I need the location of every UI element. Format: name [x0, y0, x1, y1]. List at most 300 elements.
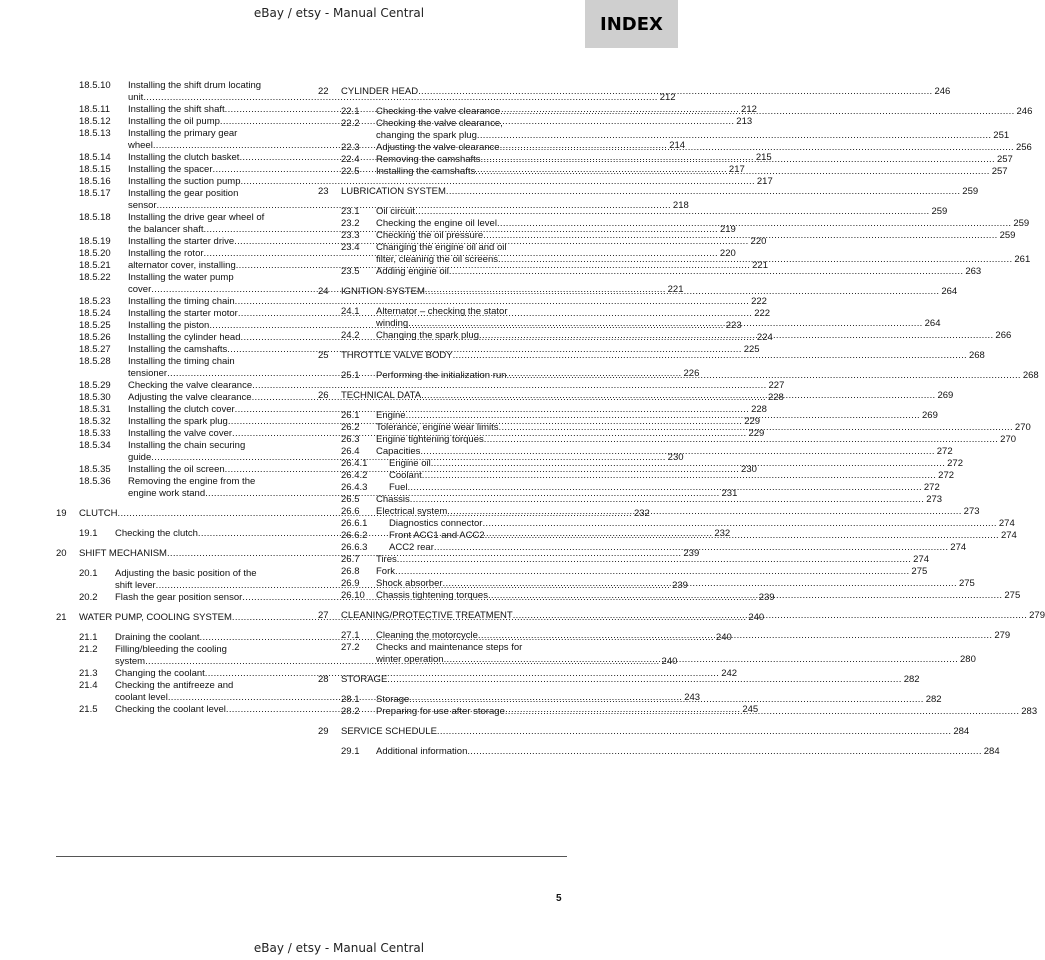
toc-entry-title: Storage: [376, 694, 410, 705]
toc-dot-leader: [431, 458, 945, 470]
toc-entry-title: tensioner: [128, 368, 168, 379]
toc-section-entry[interactable]: [318, 554, 930, 566]
toc-entry-title: Installing the shift drum locating: [128, 80, 262, 91]
toc-page-number: 246: [934, 86, 951, 97]
toc-page-number: 240: [715, 632, 732, 643]
toc-entry-title: engine work stand: [128, 488, 206, 499]
toc-page-number: 257: [996, 154, 1013, 165]
toc-entry-number: 18.5.15: [79, 164, 111, 175]
toc-entry-title: ACC2 rear: [389, 542, 434, 553]
toc-entry-title: Fuel: [389, 482, 408, 493]
toc-dot-leader: [387, 674, 901, 686]
toc-dot-leader: [505, 706, 1019, 718]
toc-entry-number: 18.5.28: [79, 356, 111, 367]
toc-section-entry[interactable]: [318, 518, 1015, 530]
toc-entry-number: 26: [318, 390, 329, 401]
toc-entry-title: Chassis tightening torques: [376, 590, 488, 601]
toc-entry-number: 26.8: [341, 566, 360, 577]
toc-page-number: 257: [991, 166, 1008, 177]
toc-entry-title: Tires: [376, 554, 397, 565]
toc-page-number: 215: [755, 152, 772, 163]
toc-entry-number: 21.4: [79, 680, 98, 691]
toc-page-number: 228: [751, 404, 767, 415]
toc-section-entry[interactable]: [56, 296, 767, 308]
toc-entry-title: Tolerance, engine wear limits: [376, 422, 499, 433]
toc-entry-number: 26.6.1: [341, 518, 368, 529]
toc-entry-number: 26.4.1: [341, 458, 368, 469]
toc-entry-number: 18.5.22: [79, 272, 111, 283]
toc-entry-number: 18.5.24: [79, 308, 111, 319]
toc-entry-title: Filling/bleeding the cooling: [115, 644, 227, 655]
toc-entry-title: Checking the valve clearance,: [376, 118, 503, 129]
toc-entry-title: Adding engine oil: [376, 266, 449, 277]
footer-banner: eBay / etsy - Manual Central: [253, 941, 425, 955]
toc-page-number: 226: [683, 368, 700, 379]
toc-page-number: 219: [719, 224, 736, 235]
toc-entry-title: Removing the engine from the: [128, 476, 256, 487]
toc-entry-title: THROTTLE VALVE BODY: [341, 350, 453, 361]
toc-entry-number: 18.5.11: [79, 104, 110, 115]
toc-page-number: 275: [911, 566, 928, 577]
toc-dot-leader: [420, 446, 934, 458]
toc-entry-title: Alternator – checking the stator: [376, 306, 508, 317]
toc-entry-title: Coolant: [389, 470, 422, 481]
toc-entry-title: Installing the camshafts: [128, 344, 228, 355]
toc-page-number: 229: [744, 416, 761, 427]
toc-entry-number: 23.4: [341, 242, 360, 253]
toc-entry-number: 23.1: [341, 206, 360, 217]
toc-entry-number: 21.5: [79, 704, 98, 715]
toc-entry-title: LUBRICATION SYSTEM: [341, 186, 446, 197]
toc-entry-number: 26.5: [341, 494, 360, 505]
toc-dot-leader: [418, 86, 932, 98]
toc-entry-number: 22: [318, 86, 329, 97]
toc-chapter-entry[interactable]: [318, 720, 970, 746]
toc-entry-number: 29: [318, 726, 329, 737]
toc-entry-title: STORAGE: [341, 674, 388, 685]
toc-entry-title: the balancer shaft: [128, 224, 204, 235]
toc-page-number: 217: [756, 176, 773, 187]
toc-entry-title: Installing the camshafts: [376, 166, 476, 177]
toc-page-number: 282: [925, 694, 942, 705]
toc-dot-leader: [434, 542, 948, 554]
toc-entry-title: Engine tightening torques: [376, 434, 484, 445]
toc-page-number: 268: [968, 350, 985, 361]
toc-entry-number: 21.2: [79, 644, 98, 655]
toc-entry-title: winding: [376, 318, 409, 329]
toc-page-number: 274: [998, 518, 1015, 529]
toc-entry-number: 22.3: [341, 142, 360, 153]
toc-entry-title: WATER PUMP, COOLING SYSTEM: [79, 612, 232, 623]
toc-entry-number: 29.1: [341, 746, 360, 757]
toc-entry-title: Flash the gear position sensor: [115, 592, 243, 603]
toc-dot-leader: [415, 206, 929, 218]
toc-page-number: 261: [1014, 254, 1031, 265]
toc-entry-title: Adjusting the basic position of the: [115, 568, 257, 579]
toc-entry-number: 20.1: [79, 568, 98, 579]
toc-page-number: 259: [962, 186, 979, 197]
toc-entry-title: wheel: [128, 140, 153, 151]
toc-entry-title: Engine oil: [389, 458, 431, 469]
toc-page-number: 212: [659, 92, 676, 103]
toc-entry-title: Installing the oil screen: [128, 464, 225, 475]
toc-page-number: 232: [633, 508, 650, 519]
toc-page-number: 272: [947, 458, 963, 469]
toc-entry-number: 27.1: [341, 630, 360, 641]
toc-entry-number: 26.7: [341, 554, 360, 565]
toc-entry-title: unit: [128, 92, 144, 103]
toc-page-number: 263: [965, 266, 982, 277]
toc-entry-title: Oil circuit: [376, 206, 416, 217]
toc-entry-number: 18.5.23: [79, 296, 111, 307]
toc-entry-number: 18.5.26: [79, 332, 111, 343]
toc-entry-title: Removing the camshafts: [376, 154, 481, 165]
toc-entry-title: CLUTCH: [79, 508, 118, 519]
toc-entry-title: winter operation: [376, 654, 444, 665]
toc-section-entry[interactable]: [56, 176, 773, 188]
toc-page-number: 239: [672, 580, 688, 591]
toc-entry-title: Additional information: [376, 746, 468, 757]
toc-dot-leader: [407, 482, 921, 494]
toc-entry-number: 18.5.30: [79, 392, 111, 403]
toc-entry-number: 26.1: [341, 410, 360, 421]
toc-entry-title: guide: [128, 452, 152, 463]
toc-dot-leader: [481, 154, 995, 166]
toc-entry-title: coolant level: [115, 692, 168, 703]
toc-entry-number: 19: [56, 508, 67, 519]
toc-dot-leader: [467, 746, 981, 758]
toc-page-number: 283: [1021, 706, 1038, 717]
toc-page-number: 266: [995, 330, 1012, 341]
toc-entry-number: 22.4: [341, 154, 360, 165]
toc-entry-title: Installing the rotor: [128, 248, 204, 259]
toc-dot-leader: [410, 494, 924, 506]
toc-page-number: 256: [1015, 142, 1032, 153]
footer-divider: [56, 856, 567, 857]
page-number: 5: [556, 893, 562, 904]
toc-entry-title: Installing the clutch basket: [128, 152, 240, 163]
toc-page-number: 259: [1013, 218, 1030, 229]
toc-entry-number: 18.5.29: [79, 380, 111, 391]
toc-entry-title: filter, cleaning the oil screens: [376, 254, 498, 265]
toc-page-number: 232: [714, 528, 731, 539]
toc-page-number: 272: [938, 470, 955, 481]
toc-entry-title: Installing the water pump: [128, 272, 234, 283]
toc-page-number: 282: [903, 674, 920, 685]
toc-entry-number: 21.1: [79, 632, 98, 643]
toc-page-number: 279: [994, 630, 1011, 641]
toc-dot-leader: [453, 350, 967, 362]
toc-entry-number: 20.2: [79, 592, 98, 603]
toc-entry-title: Installing the spacer: [128, 164, 213, 175]
toc-page-number: 284: [983, 746, 1000, 757]
toc-entry-number: 18.5.14: [79, 152, 111, 163]
toc-section-entry[interactable]: [56, 380, 785, 392]
toc-entry-title: sensor: [128, 200, 157, 211]
toc-dot-leader: [482, 518, 996, 530]
toc-page-number: 240: [661, 656, 678, 667]
toc-page-number: 230: [741, 464, 757, 475]
toc-entry-number: 21.3: [79, 668, 98, 679]
toc-entry-number: 26.6.3: [341, 542, 368, 553]
toc-dot-leader: [408, 318, 922, 330]
toc-dot-leader: [485, 530, 999, 542]
toc-entry-title: Checking the coolant level: [115, 704, 226, 715]
toc-entry-number: 24.1: [341, 306, 360, 317]
toc-page-number: 243: [684, 692, 701, 703]
toc-page-number: 240: [748, 612, 765, 623]
toc-dot-leader: [446, 186, 960, 198]
toc-page-number: 239: [758, 592, 775, 603]
toc-entry-title: Cleaning the motorcycle: [376, 630, 478, 641]
toc-page-number: 270: [1000, 434, 1017, 445]
toc-page-number: 242: [721, 668, 738, 679]
toc-page-number: 279: [1029, 610, 1045, 621]
toc-page-number: 274: [1000, 530, 1017, 541]
toc-entry-title: CLEANING/PROTECTIVE TREATMENT: [341, 610, 513, 621]
toc-entry-number: 18.5.33: [79, 428, 111, 439]
toc-entry-title: IGNITION SYSTEM: [341, 286, 425, 297]
toc-entry-title: Installing the valve cover: [128, 428, 233, 439]
toc-page-number: 231: [721, 488, 738, 499]
toc-entry-number: 18.5.31: [79, 404, 111, 415]
toc-entry-title: Installing the piston: [128, 320, 210, 331]
toc-section-entry[interactable]: [318, 470, 955, 482]
toc-entry-title: Capacities: [376, 446, 421, 457]
toc-page-number: 259: [931, 206, 948, 217]
toc-entry-number: 18.5.16: [79, 176, 111, 187]
toc-entry-number: 18.5.17: [79, 188, 111, 199]
toc-section-entry[interactable]: [318, 746, 1000, 758]
toc-entry-title: CYLINDER HEAD: [341, 86, 419, 97]
toc-entry-number: 26.4.2: [341, 470, 368, 481]
toc-section-entry[interactable]: [318, 566, 928, 578]
toc-entry-number: 18.5.25: [79, 320, 111, 331]
toc-entry-title: Checking the valve clearance: [128, 380, 253, 391]
toc-entry-number: 27.2: [341, 642, 360, 653]
toc-page-number: 272: [936, 446, 953, 457]
toc-entry-number: 21: [56, 612, 67, 623]
toc-entry-title: Adjusting the valve clearance: [128, 392, 252, 403]
toc-dot-leader: [500, 142, 1014, 154]
toc-page-number: 222: [754, 308, 771, 319]
toc-dot-leader: [513, 610, 1027, 622]
toc-entry-title: Installing the spark plug: [128, 416, 228, 427]
toc-dot-leader: [477, 130, 991, 142]
toc-entry-title: alternator cover, installing: [128, 260, 236, 271]
toc-page-number: 275: [958, 578, 975, 589]
toc-entry-number: 23.3: [341, 230, 360, 241]
toc-dot-leader: [499, 422, 1013, 434]
toc-page-number: 264: [941, 286, 958, 297]
toc-entry-title: Engine: [376, 410, 406, 421]
toc-entry-title: system: [115, 656, 146, 667]
toc-page-number: 229: [748, 428, 765, 439]
toc-entry-number: 19.1: [79, 528, 98, 539]
toc-entry-title: Installing the chain securing: [128, 440, 246, 451]
toc-entry-number: 25: [318, 350, 329, 361]
toc-entry-title: Installing the gear position: [128, 188, 239, 199]
toc-entry-title: Installing the oil pump: [128, 116, 220, 127]
toc-page-number: 246: [1016, 106, 1033, 117]
toc-page-number: 214: [669, 140, 686, 151]
toc-page-number: 223: [725, 320, 742, 331]
toc-entry-number: 18.5.10: [79, 80, 111, 91]
toc-entry-title: Checks and maintenance steps for: [376, 642, 523, 653]
toc-page-number: 227: [768, 380, 785, 391]
toc-entry-title: Checking the antifreeze and: [115, 680, 234, 691]
toc-entry-number: 18.5.13: [79, 128, 111, 139]
toc-page-number: 239: [683, 548, 700, 559]
toc-entry-title: SHIFT MECHANISM: [79, 548, 167, 559]
toc-page-number: 269: [937, 390, 954, 401]
toc-entry-title: Electrical system: [376, 506, 448, 517]
toc-entry-title: Changing the engine oil and oil: [376, 242, 507, 253]
toc-entry-number: 18.5.35: [79, 464, 111, 475]
toc-dot-leader: [500, 106, 1014, 118]
toc-entry-number: 18.5.21: [79, 260, 111, 271]
toc-entry-number: 26.4.3: [341, 482, 368, 493]
toc-entry-title: cover: [128, 284, 152, 295]
toc-entry-number: 18.5.34: [79, 440, 111, 451]
toc-section-entry[interactable]: [318, 494, 943, 506]
toc-entry-title: Installing the starter motor: [128, 308, 238, 319]
toc-entry-title: Adjusting the valve clearance: [376, 142, 500, 153]
toc-dot-leader: [443, 578, 957, 590]
toc-entry-title: Installing the starter drive: [128, 236, 235, 247]
toc-entry-number: 26.2: [341, 422, 360, 433]
toc-dot-leader: [425, 286, 939, 298]
toc-entry-title: Changing the spark plug: [376, 330, 479, 341]
toc-page-number: 270: [1014, 422, 1031, 433]
toc-entry-number: 18.5.27: [79, 344, 111, 355]
toc-entry-number: 24.2: [341, 330, 360, 341]
toc-dot-leader: [395, 566, 909, 578]
toc-entry-number: 28.2: [341, 706, 360, 717]
toc-page-number: 275: [1004, 590, 1021, 601]
toc-dot-leader: [397, 554, 911, 566]
toc-entry-title: Installing the drive gear wheel of: [128, 212, 265, 223]
toc-entry-number: 22.5: [341, 166, 360, 177]
toc-entry-number: 23: [318, 186, 329, 197]
toc-page-number: 269: [922, 410, 938, 421]
toc-entry-title: Fork: [376, 566, 395, 577]
toc-section-entry[interactable]: [318, 434, 1017, 446]
toc-entry-number: 22.1: [341, 106, 360, 117]
toc-entry-number: 18.5.12: [79, 116, 111, 127]
toc-dot-leader: [447, 506, 961, 518]
toc-entry-title: Checking the oil pressure: [376, 230, 484, 241]
toc-dot-leader: [488, 590, 1002, 602]
toc-dot-leader: [484, 434, 998, 446]
index-tab[interactable]: INDEX: [585, 0, 678, 48]
toc-dot-leader: [437, 726, 951, 738]
toc-entry-number: 23.5: [341, 266, 360, 277]
toc-page-number: 273: [963, 506, 980, 517]
toc-page-number: 212: [741, 104, 757, 115]
toc-page-number: 221: [667, 284, 684, 295]
toc-dot-leader: [406, 410, 920, 422]
toc-entry-number: 26.9: [341, 578, 360, 589]
toc-page-number: 274: [913, 554, 930, 565]
toc-page-number: 222: [751, 296, 767, 307]
toc-dot-leader: [497, 218, 1011, 230]
toc-dot-leader: [409, 694, 923, 706]
toc-entry-number: 27: [318, 610, 329, 621]
toc-entry-title: Chassis: [376, 494, 410, 505]
toc-entry-title: Installing the primary gear: [128, 128, 238, 139]
toc-section-entry[interactable]: [318, 206, 948, 218]
toc-page-number: 272: [923, 482, 940, 493]
toc-page-number: 284: [953, 726, 970, 737]
header-banner: eBay / etsy - Manual Central: [253, 6, 425, 20]
toc-dot-leader: [479, 330, 993, 342]
toc-entry-number: 26.4: [341, 446, 360, 457]
toc-page-number: 264: [924, 318, 941, 329]
toc-entry-number: 25.1: [341, 370, 360, 381]
toc-entry-title: Checking the clutch: [115, 528, 198, 539]
toc-section-entry[interactable]: [318, 266, 982, 278]
toc-entry-number: 26.3: [341, 434, 360, 445]
toc-dot-leader: [422, 470, 936, 482]
toc-page-number: 217: [728, 164, 745, 175]
toc-entry-number: 18.5.20: [79, 248, 111, 259]
toc-dot-leader: [449, 266, 963, 278]
toc-entry-title: Installing the cylinder head: [128, 332, 241, 343]
toc-entry-title: Performing the initialization run: [376, 370, 507, 381]
toc-page-number: 280: [960, 654, 976, 665]
toc-page-number: 221: [752, 260, 768, 271]
toc-page-number: 213: [736, 116, 753, 127]
toc-dot-leader: [506, 370, 1020, 382]
toc-page-number: 218: [672, 200, 689, 211]
toc-page-number: 224: [756, 332, 773, 343]
toc-page-number: 230: [667, 452, 684, 463]
toc-page-number: 245: [742, 704, 759, 715]
toc-page-number: 220: [719, 248, 736, 259]
toc-entry-number: 26.10: [341, 590, 365, 601]
toc-page-number: 259: [999, 230, 1016, 241]
toc-entry-title: Installing the timing chain: [128, 296, 235, 307]
toc-page-number: 268: [1022, 370, 1039, 381]
toc-dot-leader: [498, 254, 1012, 266]
toc-entry-title: Changing the coolant: [115, 668, 205, 679]
toc-entry-title: Installing the clutch cover: [128, 404, 235, 415]
toc-entry-title: changing the spark plug: [376, 130, 477, 141]
toc-entry-title: Preparing for use after storage: [376, 706, 505, 717]
toc-entry-number: 22.2: [341, 118, 360, 129]
toc-entry-title: Installing the timing chain: [128, 356, 235, 367]
toc-page-number: 228: [767, 392, 784, 403]
toc-dot-leader: [421, 390, 935, 402]
toc-dot-leader: [483, 230, 997, 242]
toc-entry-title: Front ACC1 and ACC2: [389, 530, 485, 541]
toc-entry-number: 26.6.2: [341, 530, 368, 541]
toc-entry-number: 18.5.32: [79, 416, 111, 427]
toc-entry-title: Shock absorber: [376, 578, 443, 589]
toc-page-number: 274: [950, 542, 967, 553]
toc-entry-number: 24: [318, 286, 329, 297]
toc-entry-number: 18.5.18: [79, 212, 111, 223]
toc-entry-title: Draining the coolant: [115, 632, 200, 643]
toc-entry-number: 18.5.36: [79, 476, 111, 487]
toc-entry-title: shift lever: [115, 580, 156, 591]
toc-entry-title: Installing the shift shaft: [128, 104, 225, 115]
toc-page-number: 220: [750, 236, 767, 247]
toc-entry-title: Diagnostics connector: [389, 518, 483, 529]
toc-entry-title: Installing the suction pump: [128, 176, 241, 187]
toc-page-number: 273: [926, 494, 943, 505]
